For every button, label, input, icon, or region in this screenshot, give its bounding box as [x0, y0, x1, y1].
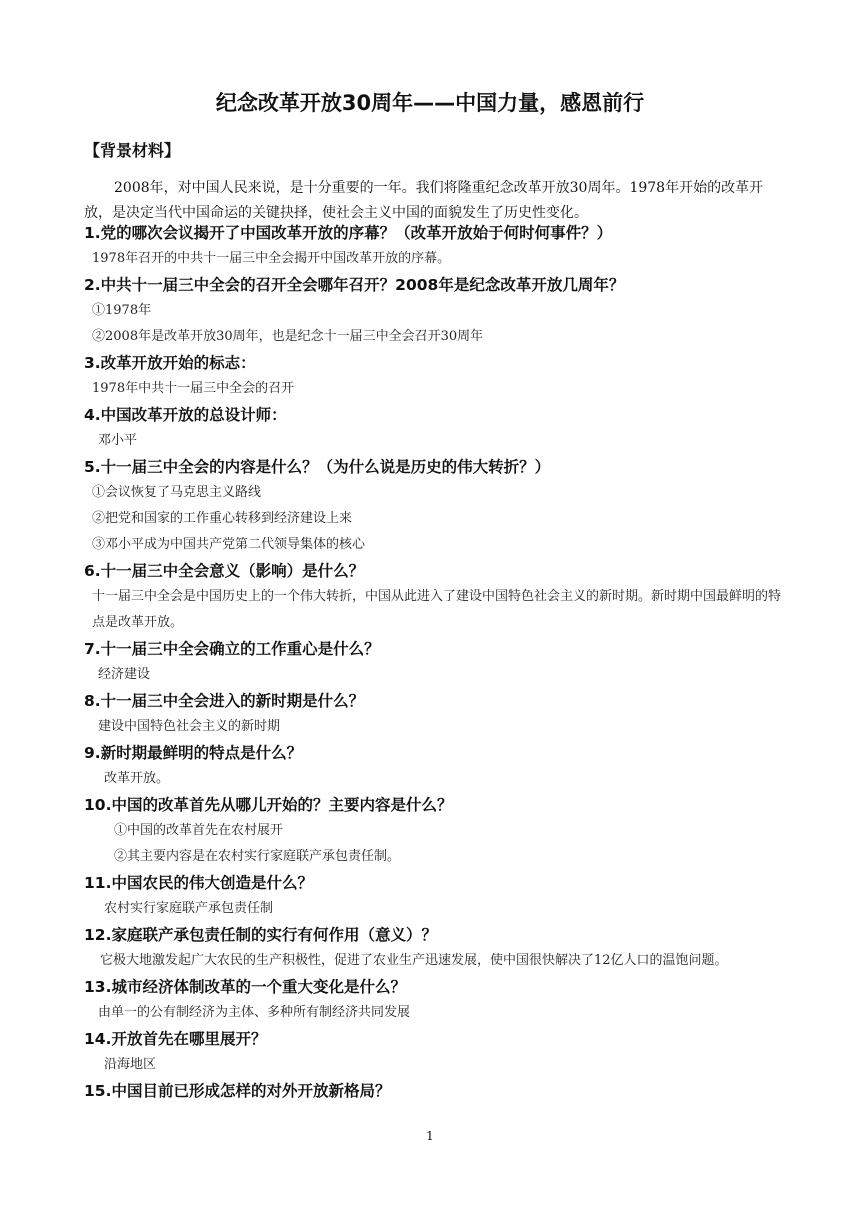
- answer: 经济建设: [98, 667, 151, 682]
- background-label: 【背景材料】: [84, 141, 181, 160]
- intro-paragraph: 2008年，对中国人民来说，是十分重要的一年。我们将隆重纪念改革开放30周年。1978年开始的改革开放，是决定当代中国命运的关键抉择，使社会主义中国的面貌发生了历史性变化。: [84, 180, 764, 221]
- answer: 邓小平: [98, 433, 138, 448]
- answer: 它极大地激发起广大农民的生产积极性，促进了农业生产迅速发展，使中国很快解决了12亿人口的温饱问题。: [100, 953, 728, 968]
- answer: ②2008年是改革开放30周年，也是纪念十一届三中全会召开30周年: [92, 329, 484, 344]
- answer: 1978年召开的中共十一届三中全会揭开中国改革开放的序幕。: [92, 251, 451, 266]
- answer: 改革开放。: [104, 771, 170, 786]
- answer: ①中国的改革首先在农村展开: [114, 823, 284, 838]
- question: 7.十一届三中全会确立的工作重心是什么？: [84, 640, 380, 658]
- answer: 1978年中共十一届三中全会的召开: [92, 381, 295, 396]
- question: 14.开放首先在哪里展开？: [84, 1030, 267, 1048]
- question: 11.中国农民的伟大创造是什么？: [84, 874, 313, 892]
- answer: ②其主要内容是在农村实行家庭联产承包责任制。: [114, 849, 401, 864]
- question: 8.十一届三中全会进入的新时期是什么？: [84, 692, 365, 710]
- question: 4.中国改革开放的总设计师：: [84, 406, 287, 424]
- answer: ①会议恢复了马克思主义路线: [92, 485, 262, 500]
- answer: 沿海地区: [104, 1057, 157, 1072]
- question: 13.城市经济体制改革的一个重大变化是什么？: [84, 978, 406, 996]
- question: 6.十一届三中全会意义（影响）是什么？: [84, 562, 365, 580]
- answer: 十一届三中全会是中国历史上的一个伟大转折，中国从此进入了建设中国特色社会主义的新时期。新时期中国最鲜明的特点是改革开放。: [92, 589, 782, 630]
- answer: ②把党和国家的工作重心转移到经济建设上来: [92, 511, 353, 526]
- question: 3.改革开放开始的标志：: [84, 354, 256, 372]
- question: 9.新时期最鲜明的特点是什么？: [84, 744, 303, 762]
- answer: 由单一的公有制经济为主体、多种所有制经济共同发展: [98, 1005, 411, 1020]
- document-title: 纪念改革开放30周年——中国力量，感恩前行: [215, 91, 645, 115]
- question: 12.家庭联产承包责任制的实行有何作用（意义）？: [84, 926, 437, 944]
- qa-list: [84, 220, 784, 1104]
- page-number: 1: [426, 1129, 434, 1143]
- question: 2.中共十一届三中全会的召开全会哪年召开？2008年是纪念改革开放几周年？: [84, 276, 625, 294]
- question: 15.中国目前已形成怎样的对外开放新格局？: [84, 1082, 391, 1100]
- question: 5.十一届三中全会的内容是什么？（为什么说是历史的伟大转折？）: [84, 458, 551, 476]
- answer: 农村实行家庭联产承包责任制: [104, 901, 274, 916]
- question: 1.党的哪次会议揭开了中国改革开放的序幕？（改革开放始于何时何事件？）: [84, 224, 613, 242]
- answer: 建设中国特色社会主义的新时期: [98, 719, 281, 734]
- answer: ③邓小平成为中国共产党第二代领导集体的核心: [92, 537, 366, 552]
- answer: ①1978年: [92, 303, 152, 318]
- question: 10.中国的改革首先从哪儿开始的？主要内容是什么？: [84, 796, 453, 814]
